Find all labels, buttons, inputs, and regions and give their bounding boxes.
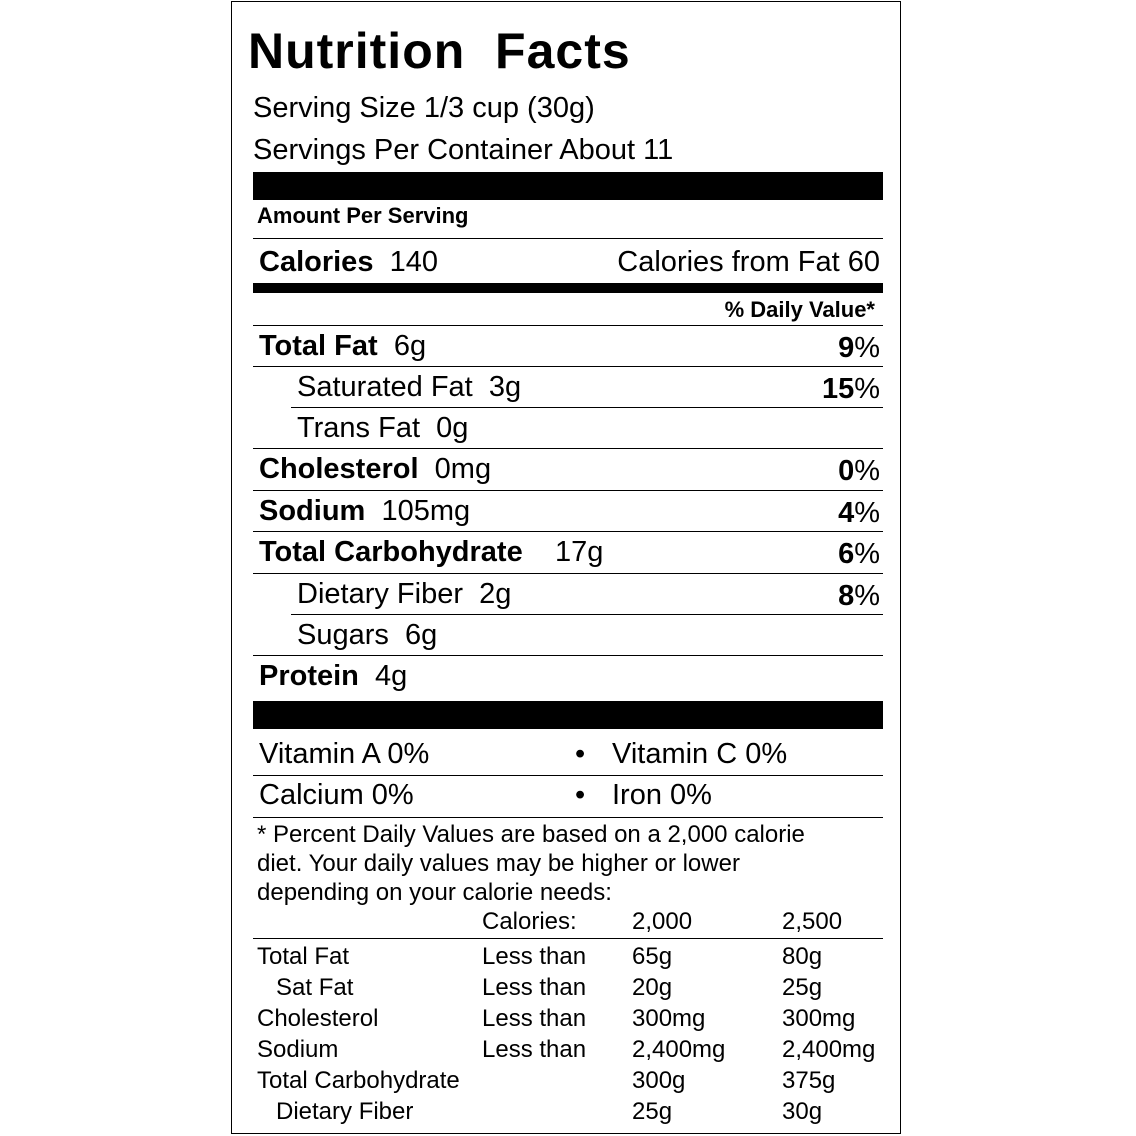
vitamin-c: Vitamin C 0% (612, 738, 788, 770)
serving-size: Serving Size 1/3 cup (30g) (253, 92, 595, 124)
nutrient-cholesterol: Cholesterol 0mg (259, 453, 492, 485)
dv-saturated-fat: 15% (821, 373, 880, 405)
divider (291, 614, 883, 615)
bullet: • (575, 779, 586, 811)
table-row: Total Carbohydrate (257, 1067, 460, 1094)
table-cell: 25g (782, 974, 823, 1001)
nutrient-trans-fat: Trans Fat 0g (297, 412, 469, 444)
nutrient-sodium: Sodium 105mg (259, 495, 471, 527)
vitamin-a: Vitamin A 0% (259, 738, 430, 770)
dv-dietary-fiber: 8% (838, 580, 880, 612)
divider (253, 325, 883, 326)
table-cell: 65g (632, 943, 673, 970)
medium-divider (253, 283, 883, 293)
iron: Iron 0% (612, 779, 712, 811)
calories-row (259, 248, 438, 277)
table-cell: 375g (782, 1067, 836, 1094)
dv-sodium: 4% (838, 497, 880, 529)
divider (253, 655, 883, 656)
table-cell: 300g (632, 1067, 686, 1094)
calories-label: Calories (259, 246, 374, 278)
table-cell: 25g (632, 1098, 673, 1125)
dv-cholesterol: 0% (838, 455, 880, 487)
divider (291, 407, 883, 408)
daily-value-header: % Daily Value* (724, 297, 875, 322)
table-cell: 80g (782, 943, 823, 970)
divider (253, 573, 883, 574)
nutrient-saturated-fat: Saturated Fat 3g (297, 371, 522, 403)
calories-value: 140 (389, 246, 438, 278)
footnote-line: * Percent Daily Values are based on a 2,000 calorie (257, 821, 805, 848)
divider (253, 366, 883, 367)
servings-per-container: Servings Per Container About 11 (253, 134, 674, 166)
label-title: Nutrition Facts (248, 23, 631, 79)
table-row: Total Fat (257, 943, 350, 970)
calcium: Calcium 0% (259, 779, 414, 811)
divider (253, 490, 883, 491)
nutrient-total-carbohydrate: Total Carbohydrate 17g (259, 536, 604, 568)
table-row: Sodium (257, 1036, 339, 1063)
table-row: Sat Fat (276, 974, 354, 1001)
footnote-line: depending on your calorie needs: (257, 879, 612, 906)
footer-2000-header: 2,000 (632, 908, 693, 935)
footer-2500-header: 2,500 (782, 908, 843, 935)
table-cell: 2,400mg (632, 1036, 726, 1063)
table-cell: 300mg (782, 1005, 856, 1032)
table-cell: Less than (482, 943, 587, 970)
table-row: Cholesterol (257, 1005, 379, 1032)
nutrient-dietary-fiber: Dietary Fiber 2g (297, 578, 512, 610)
divider (253, 448, 883, 449)
thick-divider-vitamins (253, 701, 883, 729)
table-cell: Less than (482, 1036, 587, 1063)
bullet: • (575, 738, 586, 770)
nutrient-sugars: Sugars 6g (297, 619, 438, 651)
table-cell: 2,400mg (782, 1036, 876, 1063)
table-row: Dietary Fiber (276, 1098, 414, 1125)
nutrition-facts-label (231, 1, 901, 1134)
footer-calories-header: Calories: (482, 908, 577, 935)
calories-from-fat: Calories from Fat 60 (617, 246, 880, 278)
amount-per-serving: Amount Per Serving (257, 203, 469, 228)
footnote-line: diet. Your daily values may be higher or lower (257, 850, 740, 877)
thick-divider-top (253, 172, 883, 200)
nutrient-protein: Protein 4g (259, 660, 408, 692)
table-cell: 20g (632, 974, 673, 1001)
table-cell: Less than (482, 974, 587, 1001)
table-cell: 30g (782, 1098, 823, 1125)
divider (253, 531, 883, 532)
nutrient-total-fat: Total Fat 6g (259, 330, 427, 362)
dv-total-carbohydrate: 6% (838, 538, 880, 570)
divider (253, 775, 883, 776)
dv-total-fat: 9% (838, 332, 880, 364)
table-cell: 300mg (632, 1005, 706, 1032)
table-cell: Less than (482, 1005, 587, 1032)
divider (253, 938, 883, 939)
divider (253, 238, 883, 239)
divider (253, 817, 883, 818)
